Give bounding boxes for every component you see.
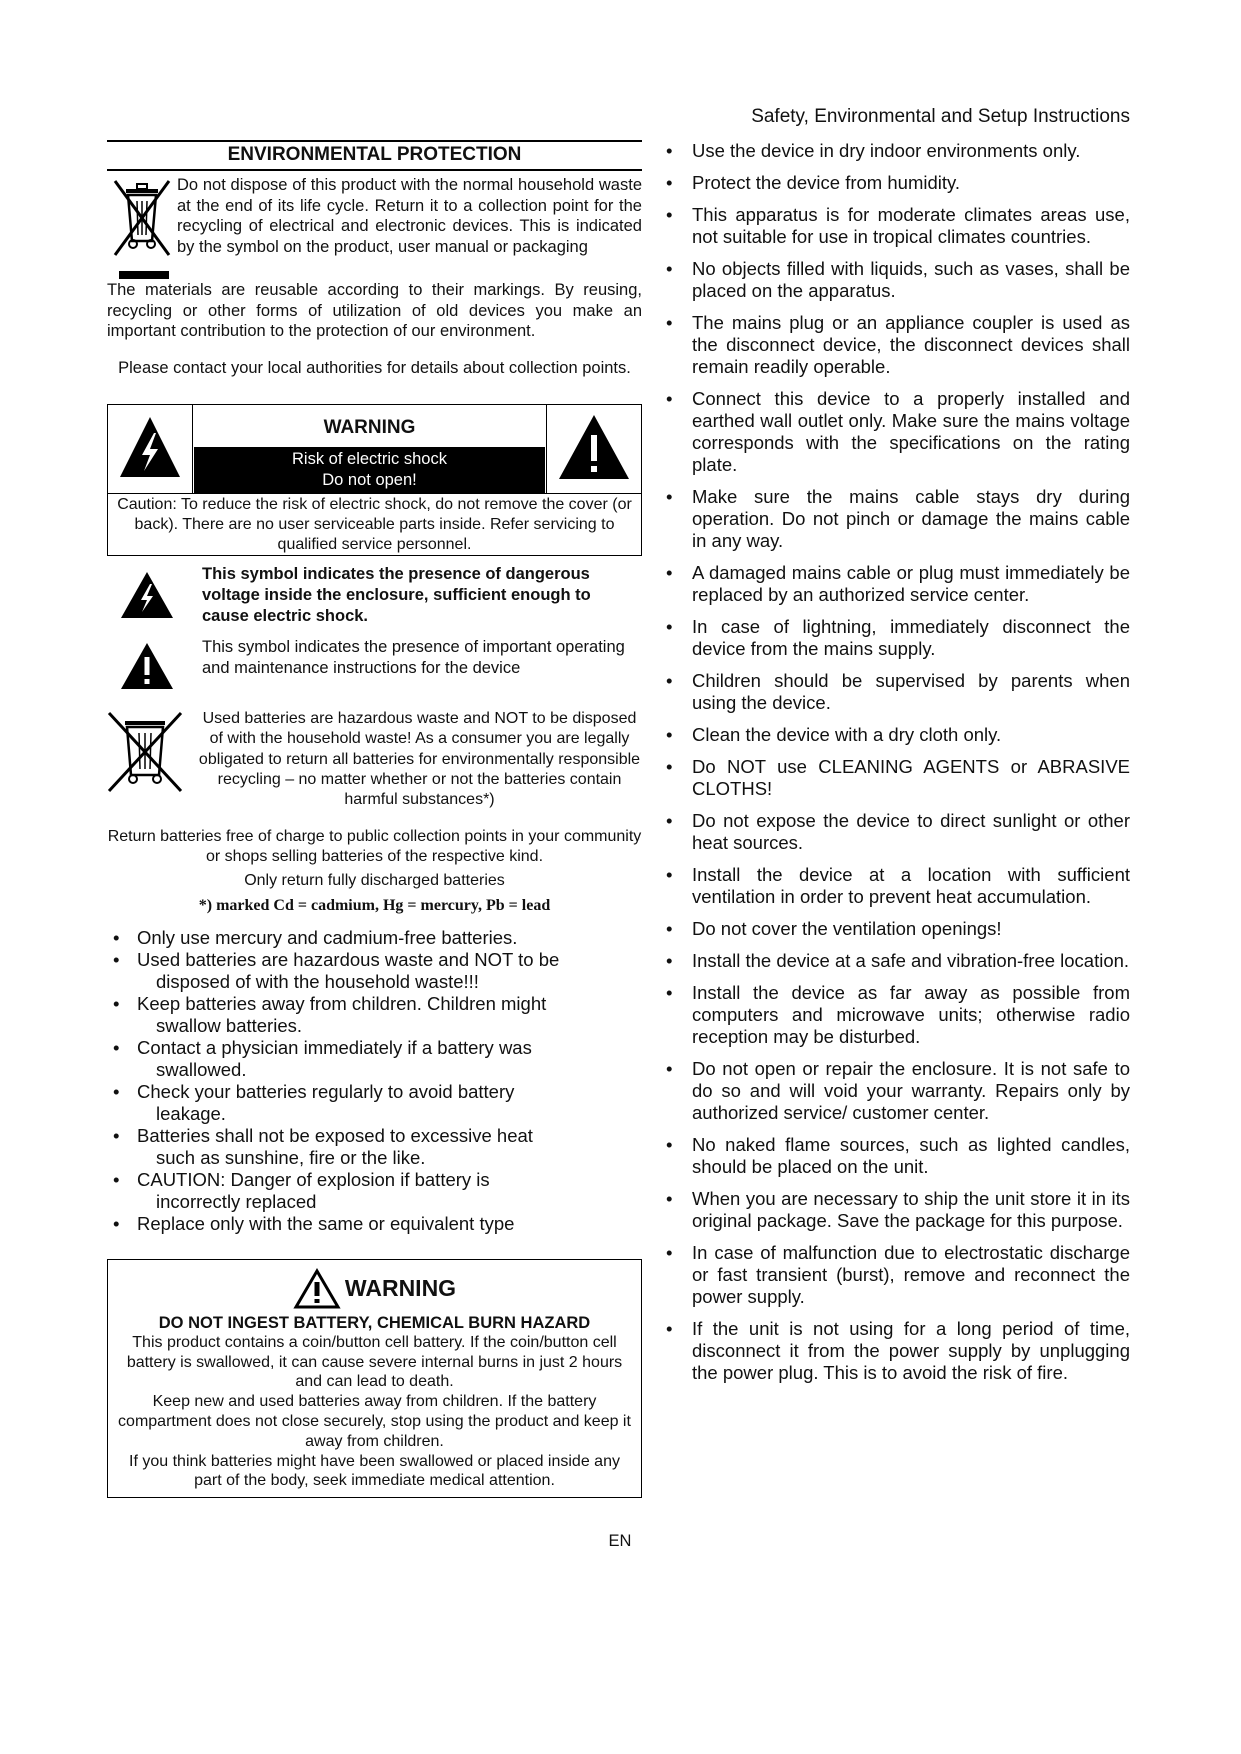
list-item: • If the unit is not using for a long period of time, disconnect it from the power supply by unplugging the power plug. This is to avoid the risk of fire.	[660, 1318, 1130, 1384]
battery-crossed-bin-icon	[103, 709, 187, 801]
risk-of-shock-text: Risk of electric shock	[292, 450, 447, 468]
exclamation-triangle-icon	[547, 405, 641, 493]
battery-footnote: *) marked Cd = cadmium, Hg = mercury, Pb = lead	[198, 896, 551, 914]
bin-underline-bar	[119, 271, 169, 279]
list-item: • Use the device in dry indoor environments only.	[660, 140, 1130, 162]
disposal-text: Do not dispose of this product with the normal household waste at the end of its life cycle. Return it to a collection point for the recycling of electrical and electronic devices. This is indicated by the symbol on the product, user manual or packaging	[177, 176, 642, 256]
list-item: • Make sure the mains cable stays dry during operation. Do not pinch or damage the mains cable in any way.	[660, 486, 1130, 552]
list-item: • Keep batteries away from children. Children might swallow batteries.	[107, 993, 642, 1036]
list-item: • Install the device as far away as possible from computers and microwave units; otherwise radio reception may be disturbed.	[660, 982, 1130, 1048]
battery-disposal-block	[107, 709, 642, 827]
list-item: • Install the device at a location with sufficient ventilation in order to prevent heat accumulation.	[660, 864, 1130, 908]
warning-caution-text: Caution: To reduce the risk of electric shock, do not remove the cover (or back). There are no user serviceable parts inside. Refer servicing to qualified service personnel.	[108, 493, 641, 555]
list-item: • Children should be supervised by parents when using the device.	[660, 670, 1130, 714]
electric-shock-warning-box	[107, 404, 642, 556]
environmental-protection-title: ENVIRONMENTAL PROTECTION	[107, 140, 642, 171]
lightning-symbol-icon	[117, 568, 177, 624]
page-language-footer: EN	[608, 1532, 632, 1550]
list-item: • Check your batteries regularly to avoid battery leakage.	[107, 1081, 642, 1124]
list-item: • No objects filled with liquids, such as vases, shall be placed on the apparatus.	[660, 258, 1130, 302]
warning-exclamation-panel	[546, 405, 641, 493]
page-header: Safety, Environmental and Setup Instructions	[751, 106, 1130, 127]
list-item: • CAUTION: Danger of explosion if battery is incorrectly replaced	[107, 1169, 642, 1212]
warning-center-panel	[194, 405, 545, 493]
left-column	[107, 140, 642, 1498]
ingest-warning-paragraph-3: If you think batteries might have been swallowed or placed inside any part of the body, seek immediate medical attention.	[129, 1452, 620, 1490]
list-item: • When you are necessary to ship the unit store it in its original package. Save the package for this purpose.	[660, 1188, 1130, 1232]
list-item: • A damaged mains cable or plug must immediately be replaced by an authorized service center.	[660, 562, 1130, 606]
battery-hazard-text: Used batteries are hazardous waste and NOT to be disposed of with the household waste! As a consumer you are legally obligated to return all batteries for environmentally responsible recycling – no matter whether or not the batteries contain harmful substances*)	[198, 710, 641, 809]
warning-black-band	[194, 447, 545, 493]
ingest-warning-header	[114, 1266, 635, 1312]
list-item: • Do not expose the device to direct sunlight or other heat sources.	[660, 810, 1130, 854]
list-item: • This apparatus is for moderate climates areas use, not suitable for use in tropical climates countries.	[660, 204, 1130, 248]
list-item: • Connect this device to a properly installed and earthed wall outlet only. Make sure the mains voltage corresponds with the specifications on the rating plate.	[660, 388, 1130, 476]
exclamation-symbol-row	[107, 637, 642, 679]
right-column	[660, 140, 1130, 1394]
ingest-warning-paragraph-1: This product contains a coin/button cell battery. If the coin/button cell battery is swallowed, it can cause severe internal burns in just 2 hours and can lead to death.	[126, 1333, 623, 1391]
lightning-symbol-text: This symbol indicates the presence of dangerous voltage inside the enclosure, sufficient enough to cause electric shock.	[202, 565, 591, 625]
ingest-battery-warning-box	[107, 1259, 642, 1498]
battery-discharged-text: Only return fully discharged batteries	[244, 871, 505, 889]
list-item: • Do not open or repair the enclosure. It is not safe to do so and will void your warranty. Repairs only by authorized service/ customer center.	[660, 1058, 1130, 1124]
disposal-block	[107, 175, 642, 275]
list-item: • Clean the device with a dry cloth only.	[660, 724, 1130, 746]
list-item: • Install the device at a safe and vibration-free location.	[660, 950, 1130, 972]
warning-title: WARNING	[323, 417, 416, 438]
list-item: • In case of lightning, immediately disconnect the device from the mains supply.	[660, 616, 1130, 660]
list-item: • Only use mercury and cadmium-free batteries.	[107, 927, 642, 949]
list-item: • Replace only with the same or equivalent type	[107, 1213, 642, 1235]
lightning-triangle-icon	[108, 405, 192, 493]
ingest-warning-title: WARNING	[344, 1275, 457, 1302]
do-not-open-text: Do not open!	[322, 471, 417, 489]
crossed-out-bin-icon	[111, 175, 173, 267]
list-item: • The mains plug or an appliance coupler is used as the disconnect device, the disconnect devices shall remain readily operable.	[660, 312, 1130, 378]
list-item: • Do NOT use CLEANING AGENTS or ABRASIVE CLOTHS!	[660, 756, 1130, 800]
contact-authorities-text: Please contact your local authorities for details about collection points.	[118, 358, 631, 377]
battery-bullet-list	[107, 927, 642, 1235]
list-item: • Used batteries are hazardous waste and NOT to be disposed of with the household waste!!!	[107, 949, 642, 992]
exclamation-symbol-text: This symbol indicates the presence of important operating and maintenance instructions for the device	[202, 638, 625, 677]
list-item: • Protect the device from humidity.	[660, 172, 1130, 194]
warning-lightning-panel	[108, 405, 193, 493]
warning-triangle-icon	[293, 1268, 341, 1310]
list-item: • Batteries shall not be exposed to excessive heat such as sunshine, fire or the like.	[107, 1125, 642, 1168]
exclamation-symbol-icon	[117, 639, 177, 695]
list-item: • Contact a physician immediately if a battery was swallowed.	[107, 1037, 642, 1080]
list-item: • No naked flame sources, such as lighted candles, should be placed on the unit.	[660, 1134, 1130, 1178]
safety-instructions-list	[660, 140, 1130, 1384]
ingest-warning-subtitle: DO NOT INGEST BATTERY, CHEMICAL BURN HAZARD	[158, 1313, 591, 1332]
ingest-warning-paragraph-2: Keep new and used batteries away from children. If the battery compartment does not close securely, stop using the product and keep it away from children.	[118, 1393, 631, 1450]
list-item: • In case of malfunction due to electrostatic discharge or fast transient (burst), remove and reconnect the power supply.	[660, 1242, 1130, 1308]
battery-return-text: Return batteries free of charge to public collection points in your community or shops selling batteries of the respective kind.	[107, 828, 642, 866]
list-item: • Do not cover the ventilation openings!	[660, 918, 1130, 940]
lightning-symbol-row	[107, 564, 642, 627]
materials-text: The materials are reusable according to their markings. By reusing, recycling or other forms of utilization of old devices you make an important contribution to the protection of our environment.	[107, 281, 642, 340]
